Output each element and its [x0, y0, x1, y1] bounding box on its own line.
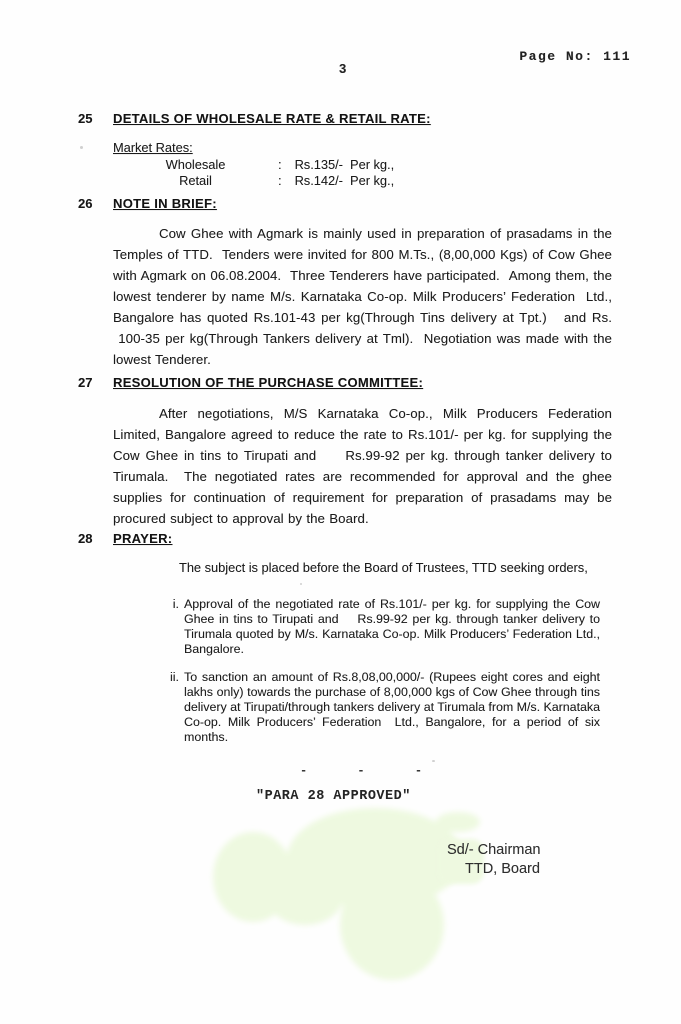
page-center-number: 3	[339, 61, 347, 76]
prayer-item-text: Approval of the negotiated rate of Rs.101/- per kg. for supplying the Cow Ghee in tins to Tirupati and Rs.99-92 per kg. through tanker delivery to Tirumala quoted by M/s. Karnataka Co-op. Milk Producers’ Federation Ltd., Bangalore.	[184, 597, 600, 656]
section-heading: DETAILS OF WHOLESALE RATE & RETAIL RATE:	[113, 111, 431, 126]
rate-value: Rs.135/- Per kg.,	[294, 156, 395, 172]
prayer-item-i	[163, 597, 600, 657]
scan-speck	[432, 760, 435, 762]
list-marker: i.	[172, 597, 179, 611]
rate-colon: :	[278, 156, 282, 172]
rate-row-wholesale	[113, 157, 612, 174]
section-28	[78, 531, 612, 745]
page-no-label: Page No: 111	[519, 49, 631, 64]
signature-line: Sd/- Chairman	[447, 842, 541, 858]
prayer-item-ii	[163, 670, 600, 745]
signature-block	[447, 841, 540, 879]
market-rates-block	[113, 140, 612, 190]
rate-label: Retail	[179, 173, 212, 188]
section-number: 26	[78, 196, 93, 211]
rate-value: Rs.142/- Per kg.,	[294, 173, 395, 188]
para-28-approved-stamp: "PARA 28 APPROVED"	[256, 789, 411, 804]
section-heading: RESOLUTION OF THE PURCHASE COMMITTEE:	[113, 375, 424, 390]
section-number: 27	[78, 375, 93, 390]
section-heading: NOTE IN BRIEF:	[113, 196, 217, 211]
section-27	[78, 375, 612, 529]
section-number: 25	[78, 111, 93, 126]
list-marker: ii.	[170, 670, 179, 684]
section-heading: PRAYER:	[113, 531, 173, 546]
scan-speck	[596, 437, 598, 439]
signature-line: TTD, Board	[465, 861, 540, 877]
prayer-item-text: To sanction an amount of Rs.8,08,00,000/- (Rupees eight cores and eight lakhs only) towards the purchase of 8,00,000 kgs of Cow Ghee through tins delivery at Tirupati/through tankers delivery at Tirumala from M/s. Karnataka Co-op. Milk Producers’ Federation Ltd., Bangalore, for a period of six months.	[184, 670, 600, 744]
prayer-intro: The subject is placed before the Board of Trustees, TTD seeking orders,	[179, 560, 588, 575]
section-26	[78, 196, 612, 370]
resolution-paragraph: After negotiations, M/S Karnataka Co-op., Milk Producers Federation Limited, Bangalore agreed to reduce the rate to Rs.101/- per kg. for supplying the Cow Ghee in tins to Tirupati and Rs.99-92 per kg. through tanker delivery to Tirumala. The negotiated rates are recommended for approval and the ghee supplies for continuation of requirement for preparation of prasadams may be procured subject to approval by the Board.	[113, 406, 612, 526]
scan-speck	[300, 583, 302, 585]
green-highlight-blob	[170, 786, 515, 996]
stamp-dash-marks: - - -	[300, 764, 424, 778]
section-25	[78, 111, 612, 190]
market-rates-title: Market Rates:	[113, 140, 193, 155]
note-in-brief-paragraph: Cow Ghee with Agmark is mainly used in preparation of prasadams in the Temples of TTD. Tenders were invited for 800 M.Ts., (8,00,000 Kgs) of Cow Ghee with Agmark on 06.08.2004. Three Tenderers have participated. Among them, the lowest tenderer by name M/s. Karnataka Co-op. Milk Producers’ Federation Ltd., Bangalore has quoted Rs.101-43 per kg(Through Tins delivery at Tpt.) and Rs. 100-35 per kg(Through Tankers delivery at Tml). Negotiation was made with the lowest Tenderer.	[113, 226, 612, 367]
scan-speck	[80, 146, 83, 149]
rate-row-retail	[113, 173, 612, 190]
rate-label: Wholesale	[165, 156, 226, 172]
section-number: 28	[78, 531, 93, 546]
rate-colon: :	[278, 173, 282, 188]
